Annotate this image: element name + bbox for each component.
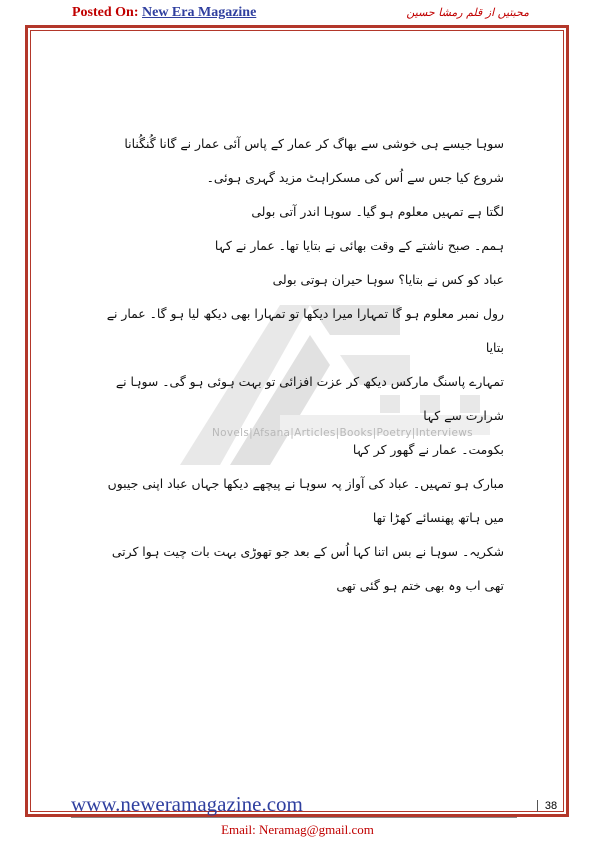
title-author: محبتیں از قلم رمشا حسین: [406, 6, 529, 19]
paragraph: لگتا ہے تمہیں معلوم ہو گیا۔ سوہا اندر آتی بولی: [251, 204, 504, 219]
paragraph: سوہا جیسے ہی خوشی سے بھاگ کر عمار کے پاس آئی عمار نے گانا گُنگُنانا شروع کیا جس سے اُس کی مسکراہٹ مزید گہری ہوئی۔: [124, 136, 504, 185]
paragraph: رول نمبر معلوم ہو گا تمہارا میرا دیکھا تو تمہارا بھی دیکھ لیا ہو گا۔ عمار نے بتایا: [106, 306, 504, 355]
footer-divider: [71, 817, 517, 818]
paragraph: عباد کو کس نے بتایا؟ سوہا حیران ہوتی بولی: [272, 272, 504, 287]
paragraph: ہمم۔ صبح ناشتے کے وقت بھائی نے بتایا تھا۔ عمار نے کہا: [214, 238, 504, 253]
paragraph: تمہارے پاسنگ مارکس دیکھ کر عزت افزائی تو بہت ہوئی ہو گی۔ سوہا نے شرارت سے کہا: [115, 374, 504, 423]
contact-email: Email: Neramag@gmail.com: [221, 822, 374, 837]
page-number: 38: [537, 800, 562, 812]
paragraph: شکریہ۔ سوہا نے بس اتنا کہا اُس کے بعد جو تھوڑی بہت بات چیت ہوا کرتی تھی اب وہ بھی ختم ہو گئی تھی: [111, 544, 504, 593]
paragraph: مبارک ہو تمہیں۔ عباد کی آواز پہ سوہا نے پیچھے دیکھا جہاں عباد اپنی جیبوں میں ہاتھ پھنسائے کھڑا تھا: [107, 476, 504, 525]
story-text: [92, 127, 504, 603]
magazine-link[interactable]: New Era Magazine: [142, 5, 257, 20]
paragraph: بکومت۔ عمار نے گھور کر کہا: [352, 442, 504, 457]
watermark-tagline: Novels|Afsana|Articles|Books|Poetry|Interviews: [212, 427, 473, 439]
posted-on-header: [72, 5, 256, 21]
website-link[interactable]: www.neweramagazine.com: [71, 792, 303, 816]
posted-on-label: Posted On:: [72, 5, 139, 20]
